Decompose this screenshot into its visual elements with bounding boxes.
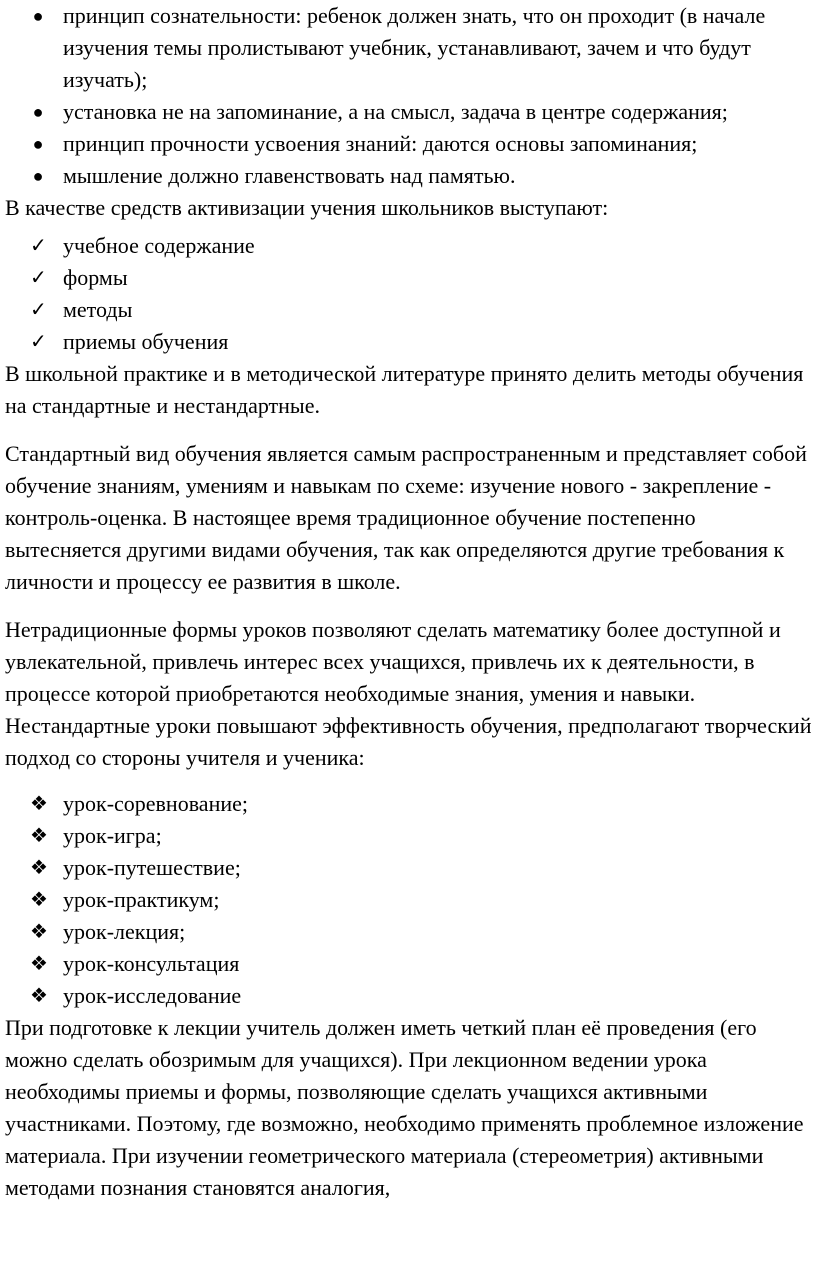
list-item-text: урок-лекция; (63, 919, 186, 944)
list-item-text: формы (63, 265, 128, 290)
list-item-text: методы (63, 297, 133, 322)
checkmark-icon: ✓ (30, 299, 47, 321)
list-item-text: урок-игра; (63, 823, 162, 848)
diamond-icon: ❖ (30, 857, 48, 879)
diamond-icon: ❖ (30, 825, 48, 847)
list-item (0, 788, 816, 820)
means-list (0, 224, 816, 358)
checkmark-icon: ✓ (30, 235, 47, 257)
list-item-text: урок-соревнование; (63, 791, 248, 816)
lesson-types-list (0, 786, 816, 1012)
diamond-icon: ❖ (30, 921, 48, 943)
list-item (0, 852, 816, 884)
list-item-text: принцип прочности усвоения знаний: даются основы запоминания; (63, 131, 698, 156)
list-item (0, 0, 816, 96)
bullet-icon: ● (32, 6, 44, 26)
list-item (0, 128, 816, 160)
diamond-icon: ❖ (30, 985, 48, 1007)
standard-paragraph: Стандартный вид обучения является самым распространенным и представляет собой обучение знаниям, умениям и навыкам по схеме: изучение нового - закрепление - контроль-оценка. В настоящее время традиционное обучение постепенно вытесняется другими видами обучения, так как определяются другие требования к личности и процессу ее развития в школе. (5, 441, 807, 594)
list-item-text: урок-практикум; (63, 887, 220, 912)
checkmark-icon: ✓ (30, 267, 47, 289)
list-item-text: принцип сознательности: ребенок должен знать, что он проходит (в начале изучения темы пролистывают учебник, устанавливают, зачем и что будут изучать); (63, 3, 766, 92)
list-item (0, 160, 816, 192)
list-item (0, 884, 816, 916)
list-item (0, 948, 816, 980)
list-item-text: урок-исследование (63, 983, 242, 1008)
diamond-icon: ❖ (30, 793, 48, 815)
list-item-text: урок-консультация (63, 951, 240, 976)
diamond-icon: ❖ (30, 953, 48, 975)
list-item (0, 262, 816, 294)
list-item-text: урок-путешествие; (63, 855, 241, 880)
list-item (0, 980, 816, 1012)
bullet-icon: ● (32, 134, 44, 154)
principles-list (0, 0, 816, 192)
checkmark-icon: ✓ (30, 331, 47, 353)
list-item (0, 294, 816, 326)
list-item-text: мышление должно главенствовать над памятью. (63, 163, 516, 188)
list-item-text: учебное содержание (63, 233, 255, 258)
list-item (0, 820, 816, 852)
methods-paragraph: В школьной практике и в методической литературе принято делить методы обучения на стандартные и нестандартные. (5, 361, 804, 418)
list-item (0, 96, 816, 128)
list-item (0, 326, 816, 358)
means-intro-paragraph: В качестве средств активизации учения школьников выступают: (5, 195, 609, 220)
list-item-text: приемы обучения (63, 329, 229, 354)
bullet-icon: ● (32, 166, 44, 186)
list-item (0, 916, 816, 948)
lecture-paragraph: При подготовке к лекции учитель должен иметь четкий план её проведения (его можно сделать обозримым для учащихся). При лекционном ведении урока необходимы приемы и формы, позволяющие сделать учащихся активными участниками. Поэтому, где возможно, необходимо применять проблемное изложение материала. При изучении геометрического материала (стереометрия) активными методами познания становятся аналогия, (5, 1015, 804, 1200)
diamond-icon: ❖ (30, 889, 48, 911)
nontraditional-paragraph: Нетрадиционные формы уроков позволяют сделать математику более доступной и увлекательной, привлечь интерес всех учащихся, привлечь их к деятельности, в процессе которой приобретаются необходимые знания, умения и навыки. Нестандартные уроки повышают эффективность обучения, предполагают творческий подход со стороны учителя и ученика: (5, 617, 812, 770)
list-item (0, 230, 816, 262)
list-item-text: установка не на запоминание, а на смысл, задача в центре содержания; (63, 99, 728, 124)
bullet-icon: ● (32, 102, 44, 122)
